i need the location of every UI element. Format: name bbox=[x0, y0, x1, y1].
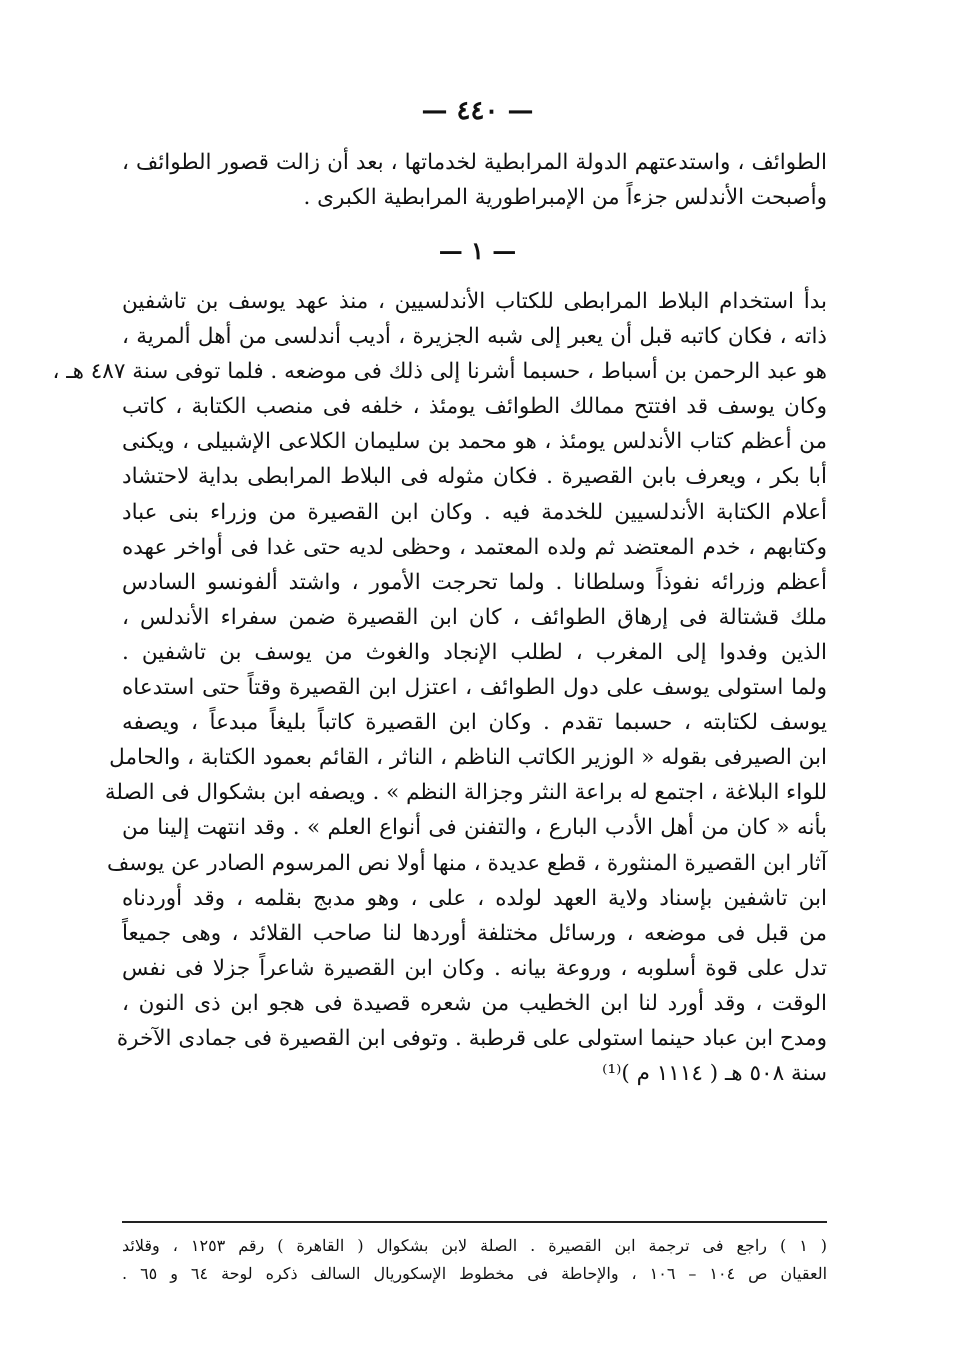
text-line: بأنه « كان من أهل الأدب البارع ، والتفنن فى أنواع العلم » . وقد انتهت إلينا من bbox=[122, 815, 827, 841]
text-line: وأصبحت الأندلس جزءاً من الإمبراطورية المرابطية الكبرى . bbox=[303, 185, 827, 211]
text-line: ومدح ابن عباد حينما استولى على قرطبة . وتوفى ابن القصيرة فى جمادى الآخرة bbox=[116, 1025, 827, 1051]
text-line: الطوائف ، واستدعتهم الدولة المرابطية لخدماتها ، بعد أن زالت قصور الطوائف ، bbox=[122, 150, 827, 175]
text-line: ملك قشتالة فى إرهاق الطوائف ، كان ابن القصيرة ضمن سفراء الأندلس ، bbox=[122, 604, 827, 630]
text-line: أعلام الكتابة الأندلسيين للخدمة فيه . وكان ابن القصيرة من وزراء بنى عباد bbox=[122, 499, 827, 525]
footnote-divider bbox=[122, 1221, 827, 1223]
text-line: وكتابهم ، خدم المعتضد ثم ولده المعتمد ، وحظى لديه حتى غدا فى أواخر عهده bbox=[122, 534, 827, 560]
text-line: ابن الصيرفى بقوله « الوزير الكاتب الناظم ، الناثر ، القائم بعمود الكتابة ، والحامل bbox=[109, 745, 827, 771]
text-line: الذين وفدوا إلى المغرب ، لطلب الإنجاد والغوث من يوسف بن تاشفين . bbox=[122, 639, 827, 665]
page-number: — ٤٤٠ — bbox=[421, 96, 534, 126]
text-line: من أعظم كتاب الأندلس يومئذ ، هو محمد بن سليمان الكلاعى الإشبيلى ، ويكنى bbox=[122, 429, 827, 455]
text-line: ولما استولى يوسف على دول الطوائف ، اعتزل ابن القصيرة وقتاً حتى استدعاه bbox=[122, 675, 827, 701]
text-line: ذاته ، فكان كاتبه قبل أن يعبر إلى شبه الجزيرة ، أديب أندلسى من أهل ألمرية ، bbox=[122, 324, 827, 350]
text-line: تدل على قوة أسلوبه ، وروعة بيانه . وكان ابن القصيرة شاعراً جزلا فى نفس bbox=[122, 955, 827, 981]
text-line: هو عبد الرحمن بن أسباط ، حسبما أشرنا إلى ذلك فى موضعه . فلما توفى سنة ٤٨٧ هـ ، bbox=[52, 359, 827, 385]
text-line: آثار ابن القصيرة المنثورة ، قطع عديدة ، منها أولا نص المرسوم الصادر عن يوسف bbox=[106, 850, 827, 876]
body-paragraph bbox=[52, 284, 827, 1091]
text-line: سنة ٥٠٨ هـ ( ١١١٤ م )⁽¹⁾ bbox=[602, 1061, 827, 1087]
footnote-line: ( ١ ) راجع فى ترجمة ابن القصيرة . الصلة لابن بشكوال ( القاهرة ) رقم ١٢٥٣ ، وقلائد bbox=[122, 1236, 828, 1255]
footnotes bbox=[122, 1232, 827, 1288]
text-line: ابن تاشفين بإسناد ولاية العهد لولده ، على ، وهو مدبج بقلمه ، وقد أوردناه bbox=[122, 885, 827, 911]
footnote-line: العقيان ص ١٠٤ – ١٠٦ ، والإحاطة فى مخطوط الإسكوريال السالف ذكره لوحة ٦٤ و ٦٥ . bbox=[122, 1264, 828, 1283]
text-line: وكان يوسف قد افتتح ممالك الطوائف يومئذ ، خلفه فى منصب الكتابة ، كاتب bbox=[122, 394, 827, 420]
intro-paragraph bbox=[122, 145, 827, 215]
text-line: الوقت ، وقد أورد لنا ابن الخطيب من شعره قصيدة فى هجو ابن ذى النون ، bbox=[122, 990, 827, 1016]
text-line: من قبل فى موضعه ، ورسائل مختلفة أوردها لنا صاحب القلائد ، وهى جميعاً bbox=[122, 920, 827, 946]
text-line: يوسف لكتابته ، حسبما تقدم . وكان ابن القصيرة كاتباً بليغاً مبدعاً ، ويصفه bbox=[122, 710, 827, 736]
text-line: بدأ استخدام البلاط المرابطى للكتاب الأندلسيين ، منذ عهد يوسف بن تاشفين bbox=[122, 289, 827, 314]
section-marker: — ١ — bbox=[438, 236, 517, 265]
text-line: للواء البلاغة ، اجتمع له براعة النثر وجزالة النظم » . ويصفه ابن بشكوال فى الصلة bbox=[104, 780, 827, 806]
text-line: أبا بكر ، ويعرف بابن القصيرة . فكان مثوله فى البلاط المرابطى بداية لاحتشاد bbox=[122, 464, 827, 490]
text-line: أعظم وزرائه نفوذاً وسلطانا . ولما تحرجت الأمور ، واشتد ألفونسو السادس bbox=[122, 569, 827, 595]
